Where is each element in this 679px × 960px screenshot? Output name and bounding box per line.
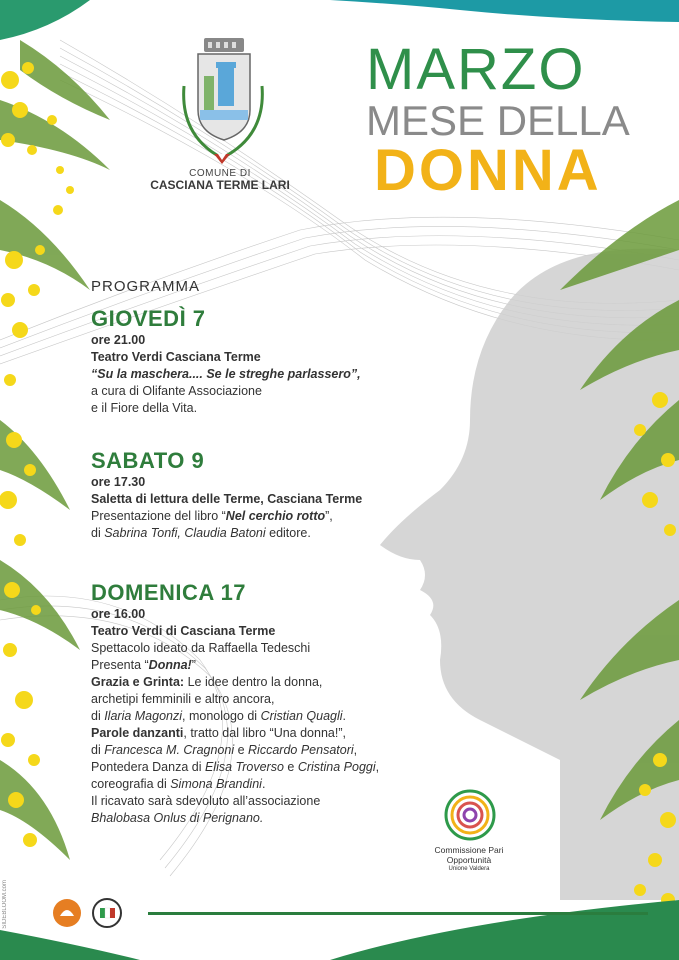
event-line: Spettacolo ideato da Raffaella Tedeschi	[91, 641, 311, 655]
text-span: coreografia di	[91, 777, 171, 791]
programma-heading: PROGRAMMA	[91, 278, 201, 295]
person-name: Simona Brandini	[170, 777, 262, 791]
event-day: SABATO 9	[91, 448, 205, 473]
person-name: Cristina Poggi	[297, 760, 376, 774]
cpo-name	[404, 845, 534, 865]
text-span: ,	[375, 760, 380, 774]
book-title: Nel cerchio rotto	[225, 509, 326, 523]
cpo-line: Commissione Pari	[434, 845, 504, 855]
text-span: di	[91, 709, 105, 723]
text-span: , monologo di	[182, 709, 261, 723]
text-span: di	[91, 743, 105, 757]
text-span: , tratto dal libro “Una donna!”,	[183, 726, 346, 740]
top-teal-band	[330, 0, 679, 22]
top-left-green-band	[0, 0, 90, 40]
event-giovedi	[91, 306, 361, 417]
cpo-line: Opportunità	[446, 855, 492, 865]
text-span: e	[283, 760, 298, 774]
association-name: Bhalobasa Onlus di Perignano.	[91, 811, 264, 825]
person-name: Cristian Quagli	[260, 709, 343, 723]
footer-logo-orange-icon	[52, 898, 82, 928]
title-mese-della: MESE DELLA	[366, 97, 630, 144]
event-domenica	[91, 580, 379, 827]
event-day: GIOVEDÌ 7	[91, 306, 206, 331]
event-time: ore 16.00	[91, 607, 146, 621]
title-donna: DONNA	[374, 138, 602, 203]
section-title: Grazia e Grinta:	[91, 675, 185, 689]
event-line: e il Fiore della Vita.	[91, 401, 198, 415]
text-span: .	[342, 709, 347, 723]
cpo-spiral-logo-icon	[440, 785, 500, 845]
event-line: archetipi femminili e altro ancora,	[91, 692, 275, 706]
text-span: ,	[353, 743, 358, 757]
comune-label: COMUNE DI	[189, 168, 251, 179]
cpo-subtitle: Unione Valdera	[448, 866, 490, 872]
event-time: ore 17.30	[91, 475, 146, 489]
text-span: ”,	[325, 509, 333, 523]
show-title: Donna!	[148, 658, 192, 672]
text-span: Presenta “	[91, 658, 149, 672]
event-day: DOMENICA 17	[91, 580, 247, 605]
title-marzo: MARZO	[366, 37, 586, 102]
person-name: Francesca M. Cragnoni	[104, 743, 235, 757]
person-name: Elisa Troverso	[204, 760, 284, 774]
text-span: Presentazione del libro “	[91, 509, 226, 523]
authors: Sabrina Tonfi, Claudia Batoni	[104, 526, 266, 540]
event-place: Saletta di lettura delle Terme, Casciana Terme	[91, 492, 363, 506]
text-span: Le idee dentro la donna,	[184, 675, 323, 689]
event-details	[91, 332, 361, 417]
event-details	[91, 474, 362, 542]
event-time: ore 21.00	[91, 333, 146, 347]
text-span: editore.	[265, 526, 311, 540]
side-credit: SIDEBLOOM.com	[2, 880, 8, 929]
section-title: Parole danzanti	[91, 726, 184, 740]
text-span: .	[261, 777, 266, 791]
text-span: ”	[191, 658, 196, 672]
event-place: Teatro Verdi di Casciana Terme	[91, 624, 276, 638]
text-span: di	[91, 526, 105, 540]
person-name: Ilaria Magonzi	[104, 709, 183, 723]
event-line: Il ricavato sarà sdevoluto all’associazione	[91, 794, 321, 808]
event-details	[91, 606, 379, 827]
event-place: Teatro Verdi Casciana Terme	[91, 350, 261, 364]
event-line: a cura di Olifante Associazione	[91, 384, 262, 398]
comune-crest-icon	[170, 36, 274, 170]
event-title: “Su la maschera.... Se le streghe parlassero”,	[91, 367, 361, 381]
comune-name: CASCIANA TERME LARI	[150, 178, 290, 192]
person-name: Riccardo Pensatori	[248, 743, 354, 757]
bottom-green-band	[330, 900, 679, 960]
text-span: Pontedera Danza di	[91, 760, 205, 774]
event-sabato	[91, 448, 362, 542]
text-span: e	[234, 743, 249, 757]
footer-logo-flag-icon	[92, 898, 122, 928]
footer-divider	[148, 912, 648, 915]
